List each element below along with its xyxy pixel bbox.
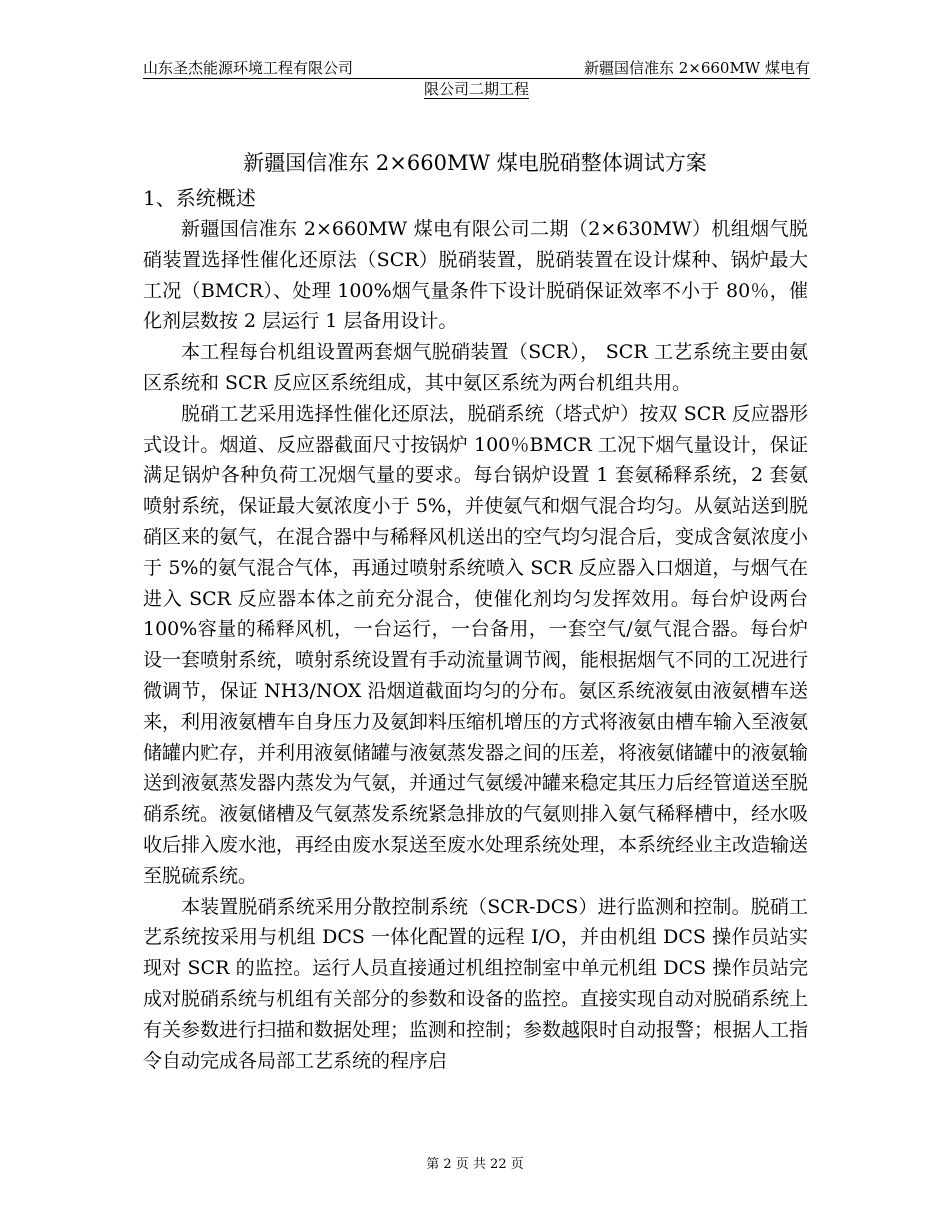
paragraph-4: 本装置脱硝系统采用分散控制系统（SCR-DCS）进行监测和控制。脱硝工艺系统按采用与机组 DCS 一体化配置的远程 I/O，并由机组 DCS 操作员站实现对 SCR 的监控。运行人员直接通过机组控制室中单元机组 DCS 操作员站完成对脱硝系统与机组有关部分的参数和设备的监控。直接实现自动对脱硝系统上有关参数进行扫描和数据处理；监测和控制；参数越限时自动报警；根据人工指令自动完成各局部工艺系统的程序启 bbox=[143, 895, 809, 1072]
header-project: 新疆国信准东 2×660MW 煤电有 bbox=[583, 59, 810, 77]
header-company: 山东圣杰能源环境工程有限公司 bbox=[143, 59, 354, 77]
page-header bbox=[143, 58, 810, 99]
document-title: 新疆国信准东 2×660MW 煤电脱硝整体调试方案 bbox=[243, 151, 707, 175]
paragraph-2: 本工程每台机组设置两套烟气脱硝装置（SCR）， SCR 工艺系统主要由氨区系统和 SCR 反应区系统组成，其中氨区系统为两台机组共用。 bbox=[143, 341, 808, 394]
paragraph-3: 脱硝工艺采用选择性催化还原法，脱硝系统（塔式炉）按双 SCR 反应器形式设计。烟道、反应器截面尺寸按锅炉 100％BMCR 工况下烟气量设计，保证满足锅炉各种负荷工况烟气量的要求。每台锅炉设置 1 套氨稀释系统，2 套氨喷射系统，保证最大氨浓度小于 5%，并使氨气和烟气混合均匀。从氨站送到脱硝区来的氨气，在混合器中与稀释风机送出的空气均匀混合后，变成含氨浓度小于 5%的氨气混合气体，再通过喷射系统喷入 SCR 反应器入口烟道，与烟气在进入 SCR 反应器本体之前充分混合，使催化剂均匀发挥效用。每台炉设两台 100%容量的稀释风机，一台运行，一台备用，一套空气/氨气混合器。每台炉设一套喷射系统，喷射系统设置有手动流量调节阀，能根据烟气不同的工况进行微调节，保证 NH3/NOX 沿烟道截面均匀的分布。氨区系统液氨由液氨槽车送来，利用液氨槽车自身压力及氨卸料压缩机增压的方式将液氨由槽车输入至液氨储罐内贮存，并利用液氨储罐与液氨蒸发器之间的压差，将液氨储罐中的液氨输送到液氨蒸发器内蒸发为气氨，并通过气氨缓冲罐来稳定其压力后经管道送至脱硝系统。液氨储槽及气氨蒸发系统紧急排放的气氨则排入氨气稀释槽中，经水吸收后排入废水池，再经由废水泵送至废水处理系统处理，本系统经业主改造输送至脱硫系统。 bbox=[143, 402, 809, 887]
body-text bbox=[143, 214, 808, 1076]
section-heading: 1、系统概述 bbox=[143, 186, 256, 210]
header-row bbox=[143, 58, 810, 79]
header-project-continuation bbox=[143, 79, 810, 99]
page-footer: 第 2 页 共 22 页 bbox=[426, 1157, 524, 1172]
header-continuation-text: 限公司二期工程 bbox=[423, 80, 529, 98]
paragraph-1: 新疆国信准东 2×660MW 煤电有限公司二期（2×630MW）机组烟气脱硝装置选择性催化还原法（SCR）脱硝装置，脱硝装置在设计煤种、锅炉最大工况（BMCR）、处理 100%烟气量条件下设计脱硝保证效率不小于 80％，催化剂层数按 2 层运行 1 层备用设计。 bbox=[143, 218, 808, 333]
